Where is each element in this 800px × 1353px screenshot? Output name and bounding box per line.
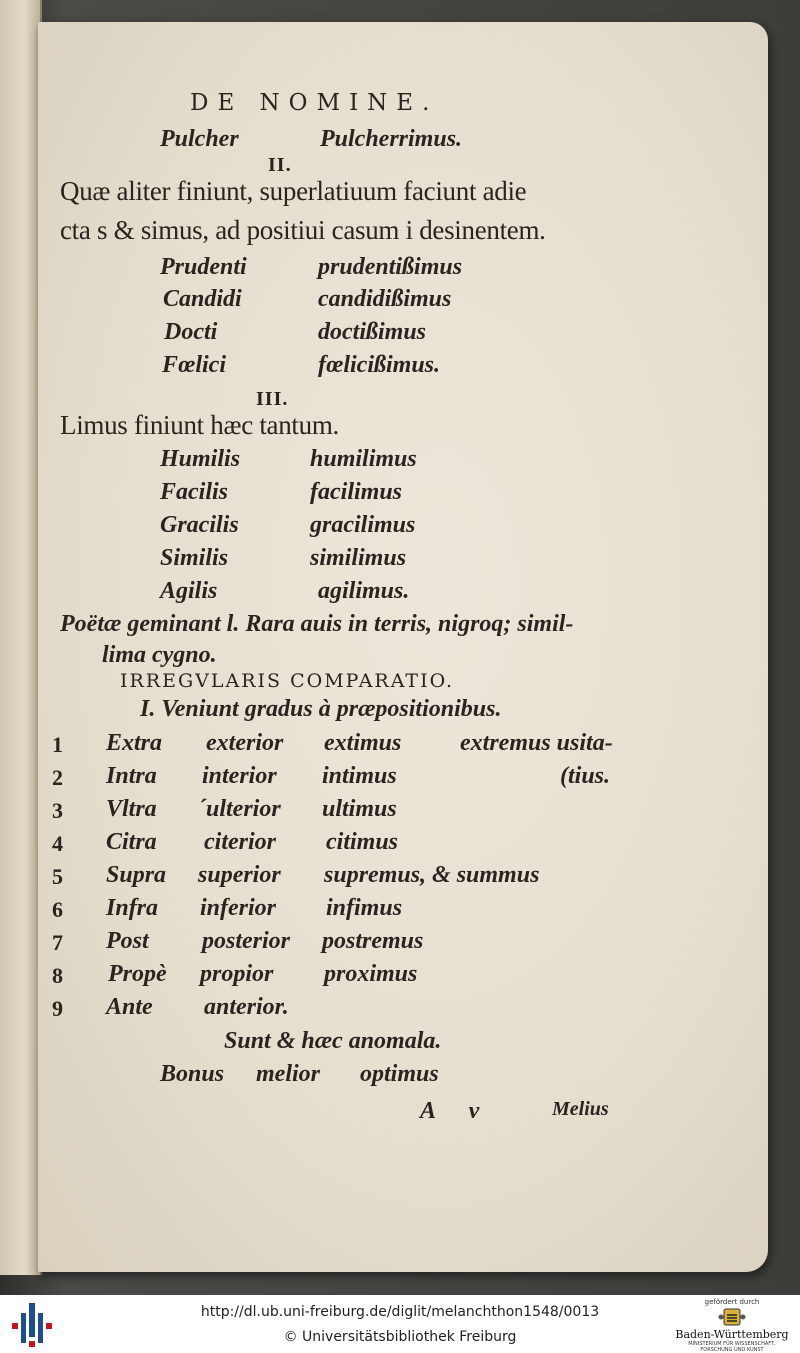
row-number-5: 5 [52, 864, 63, 889]
state-name: Baden-Württemberg [675, 1328, 789, 1341]
catchword: Melius [552, 1098, 609, 1120]
irregular-rule-i: I. Veniunt gradus à præpositionibus. [140, 696, 502, 722]
poets-line-1: Poëtæ geminant l. Rara auis in terris, nigroq; simil- [60, 611, 574, 637]
row-preposition-7: Post [106, 928, 149, 954]
adjacent-page-edge [0, 0, 42, 1275]
row-superlative-8: proximus [324, 961, 418, 987]
sec-ii-superlative-1: prudentißimus [318, 254, 463, 280]
row-comparative-3: ´ulterior [198, 796, 281, 822]
sec-ii-positive-3: Docti [164, 319, 218, 345]
row-preposition-8: Propè [108, 961, 167, 987]
sec-iii-superlative-3: gracilimus [310, 512, 416, 538]
sec-ii-positive-1: Prudenti [160, 254, 247, 280]
row-preposition-2: Intra [106, 763, 157, 789]
copyright-notice: © Universitätsbibliothek Freiburg [283, 1329, 517, 1345]
page-url[interactable]: http://dl.ub.uni-freiburg.de/diglit/melanchthon1548/0013 [200, 1304, 600, 1320]
sec-iii-positive-2: Facilis [160, 479, 229, 505]
row-extra-1: extremus usita- [460, 730, 613, 756]
sec-ii-positive-2: Candidi [163, 286, 242, 312]
section-ii-number: II. [268, 154, 292, 176]
sec-ii-superlative-3: doctißimus [318, 319, 427, 345]
sec-iii-superlative-1: humilimus [310, 446, 417, 472]
row-comparative-6: inferior [200, 895, 277, 921]
row-preposition-1: Extra [106, 730, 163, 756]
sec-ii-positive-4: Fœlici [162, 352, 226, 378]
book-page [38, 22, 768, 1272]
rule-i-positive: Pulcher [160, 126, 239, 152]
signature-mark: A v [420, 1098, 494, 1124]
row-number-6: 6 [52, 897, 63, 922]
sec-iii-positive-1: Humilis [160, 446, 241, 472]
row-comparative-7: posterior [202, 928, 291, 954]
row-comparative-9: anterior. [204, 994, 289, 1020]
baden-wuerttemberg-logo [672, 1298, 792, 1353]
row-comparative-5: superior [198, 862, 281, 888]
state-crest-icon [718, 1307, 746, 1327]
row-comparative-8: propior [200, 961, 274, 987]
row-superlative-4: citimus [326, 829, 399, 855]
bonus-comparative: melior [256, 1061, 320, 1087]
row-extra-2: (tius. [560, 763, 611, 789]
funded-by-label: gefördert durch [704, 1298, 760, 1306]
row-superlative-2: intimus [322, 763, 397, 789]
row-superlative-3: ultimus [322, 796, 397, 822]
row-superlative-6: infimus [326, 895, 403, 921]
poets-line-2: lima cygno. [102, 642, 217, 668]
bonus-positive: Bonus [160, 1061, 225, 1087]
sec-iii-positive-5: Agilis [160, 578, 218, 604]
row-preposition-6: Infra [106, 895, 159, 921]
sec-ii-superlative-2: candidißimus [318, 286, 452, 312]
row-preposition-9: Ante [106, 994, 153, 1020]
sec-iii-positive-4: Similis [160, 545, 229, 571]
section-ii-line-1: Quæ aliter finiunt, superlatiuum faciunt adie [60, 176, 527, 206]
row-number-1: 1 [52, 732, 63, 757]
row-superlative-5: supremus, & summus [324, 862, 540, 888]
row-preposition-3: Vltra [106, 796, 157, 822]
row-comparative-2: interior [202, 763, 277, 789]
bonus-superlative: optimus [360, 1061, 439, 1087]
row-number-9: 9 [52, 996, 63, 1021]
sec-iii-superlative-5: agilimus. [318, 578, 410, 604]
sec-iii-superlative-2: facilimus [310, 479, 403, 505]
row-comparative-4: citerior [204, 829, 276, 855]
row-superlative-7: postremus [322, 928, 424, 954]
running-header: DE NOMINE. [190, 90, 439, 116]
row-number-8: 8 [52, 963, 63, 988]
sec-iii-superlative-4: similimus [310, 545, 407, 571]
anomala-line: Sunt & hæc anomala. [224, 1028, 442, 1054]
sec-iii-positive-3: Gracilis [160, 512, 239, 538]
row-number-4: 4 [52, 831, 63, 856]
row-preposition-5: Supra [106, 862, 167, 888]
row-number-3: 3 [52, 798, 63, 823]
section-iii-line: Limus finiunt hæc tantum. [60, 410, 339, 440]
row-number-2: 2 [52, 765, 63, 790]
ministry-name: MINISTERIUM FÜR WISSENSCHAFT, FORSCHUNG UND KUNST [688, 1341, 776, 1353]
rule-i-superlative: Pulcherrimus. [320, 126, 463, 152]
row-superlative-1: extimus [324, 730, 402, 756]
row-comparative-1: exterior [206, 730, 284, 756]
row-number-7: 7 [52, 930, 63, 955]
row-preposition-4: Citra [106, 829, 157, 855]
viewer-footer [0, 1295, 800, 1353]
section-iii-number: III. [256, 388, 289, 410]
sec-ii-superlative-4: fœlicißimus. [318, 352, 441, 378]
section-ii-line-2: cta s & simus, ad positiui casum i desinentem. [60, 215, 546, 245]
irregular-heading: IRREGVLARIS COMPARATIO. [120, 670, 455, 692]
